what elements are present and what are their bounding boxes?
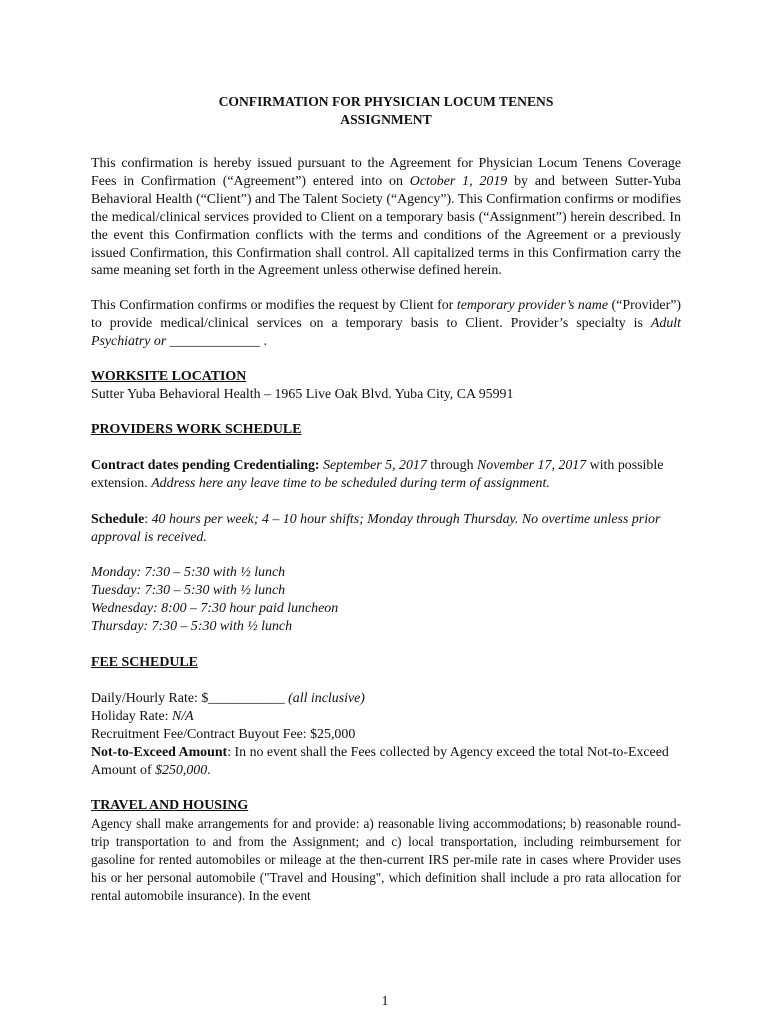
contract-dates-label: Contract dates pending Credentialing: bbox=[91, 457, 320, 473]
work-schedule-heading: PROVIDERS WORK SCHEDULE bbox=[91, 421, 302, 437]
contract-end-date: November 17, 2017 bbox=[477, 457, 587, 473]
intro-paragraph bbox=[91, 155, 681, 280]
travel-housing-heading: TRAVEL AND HOUSING bbox=[91, 798, 249, 814]
provider-part-2: (“Provider”) to provide medical/clinical services on a temporary basis to Client. Provider’s specialty is bbox=[91, 298, 681, 332]
provider-name: temporary provider’s name bbox=[456, 298, 608, 314]
recruitment-fee-line: Recruitment Fee/Contract Buyout Fee: $25,000 bbox=[91, 726, 356, 742]
holiday-rate-label: Holiday Rate: bbox=[91, 708, 173, 724]
schedule-text: 40 hours per week; 4 – 10 hour shifts; Monday through Thursday. No overtime unless prior approval is received. bbox=[91, 511, 661, 545]
not-to-exceed-paragraph bbox=[91, 744, 681, 780]
leave-note: Address here any leave time to be scheduled during term of assignment. bbox=[151, 475, 550, 491]
not-to-exceed-text: : In no event shall the Fees collected by Agency exceed the total Not-to-Exceed Amount of bbox=[91, 744, 669, 778]
page-number: 1 bbox=[381, 994, 389, 1009]
agreement-date: October 1, 2019 bbox=[409, 173, 508, 189]
title-line-1: CONFIRMATION FOR PHYSICIAN LOCUM TENENS bbox=[218, 94, 554, 109]
title-line-2: ASSIGNMENT bbox=[340, 112, 432, 127]
document-body bbox=[91, 93, 681, 905]
intro-part-2: by and between Sutter-Yuba Behavioral Health (“Client”) and The Talent Society (“Agency”). This Confirmation confirms or modifies the medical/clinical services provided to Client on a temporary basis (“Assignment”) herein described. In the event this Confirmation conflicts with the terms and conditions of the Agreement or a previously issued Confirmation, this Confirmation shall control. All capitalized terms in this Confirmation carry the same meaning set forth in the Agreement unless otherwise defined herein. bbox=[91, 173, 681, 279]
worksite-heading: WORKSITE LOCATION bbox=[91, 369, 247, 385]
contract-through: through bbox=[426, 457, 477, 473]
provider-paragraph bbox=[91, 297, 681, 351]
provider-part-3: . bbox=[260, 334, 267, 350]
not-to-exceed-label: Not-to-Exceed Amount bbox=[91, 744, 228, 760]
schedule-day-wednesday: Wednesday: 8:00 – 7:30 hour paid luncheon bbox=[91, 601, 339, 617]
schedule-day-thursday: Thursday: 7:30 – 5:30 with ½ lunch bbox=[91, 619, 293, 635]
contract-dates-paragraph bbox=[91, 457, 681, 493]
daily-rate-note: (all inclusive) bbox=[288, 690, 365, 706]
holiday-rate-line bbox=[91, 708, 681, 726]
schedule-day-monday: Monday: 7:30 – 5:30 with ½ lunch bbox=[91, 565, 286, 581]
daily-rate-line bbox=[91, 690, 681, 708]
contract-extension: with possible extension. bbox=[91, 457, 664, 491]
fee-schedule-heading: FEE SCHEDULE bbox=[91, 655, 198, 671]
holiday-rate-value: N/A bbox=[172, 708, 194, 724]
contract-start-date: September 5, 2017 bbox=[323, 457, 427, 473]
daily-rate-label: Daily/Hourly Rate: $___________ bbox=[91, 690, 289, 706]
travel-housing-paragraph: Agency shall make arrangements for and provide: a) reasonable living accommodations; b) reasonable round-trip transportation to and from the Assignment; and c) local transportation, including reimbursement for gasoline for rented automobiles or mileage at the then-current IRS per-mile rate in cases where Provider uses his or her personal automobile ("Travel and Housing", which definition shall include a pro rata allocation for rental automobile insurance). In the event bbox=[91, 816, 681, 904]
intro-part-1: This confirmation is hereby issued pursuant to the Agreement for Physician Locum Tenens Coverage Fees in Confirmation (“Agreement”) entered into on bbox=[91, 156, 681, 189]
not-to-exceed-end: . bbox=[207, 762, 211, 778]
worksite-address: Sutter Yuba Behavioral Health – 1965 Live Oak Blvd. Yuba City, CA 95991 bbox=[91, 386, 514, 402]
schedule-label: Schedule bbox=[91, 511, 145, 527]
not-to-exceed-amount: $250,000 bbox=[155, 762, 208, 778]
provider-part-1: This Confirmation confirms or modifies the request by Client for bbox=[91, 298, 457, 314]
schedule-colon: : bbox=[144, 511, 152, 527]
schedule-paragraph bbox=[91, 511, 681, 547]
provider-specialty: Adult Psychiatry or _____________ bbox=[91, 316, 681, 350]
schedule-day-tuesday: Tuesday: 7:30 – 5:30 with ½ lunch bbox=[91, 583, 286, 599]
